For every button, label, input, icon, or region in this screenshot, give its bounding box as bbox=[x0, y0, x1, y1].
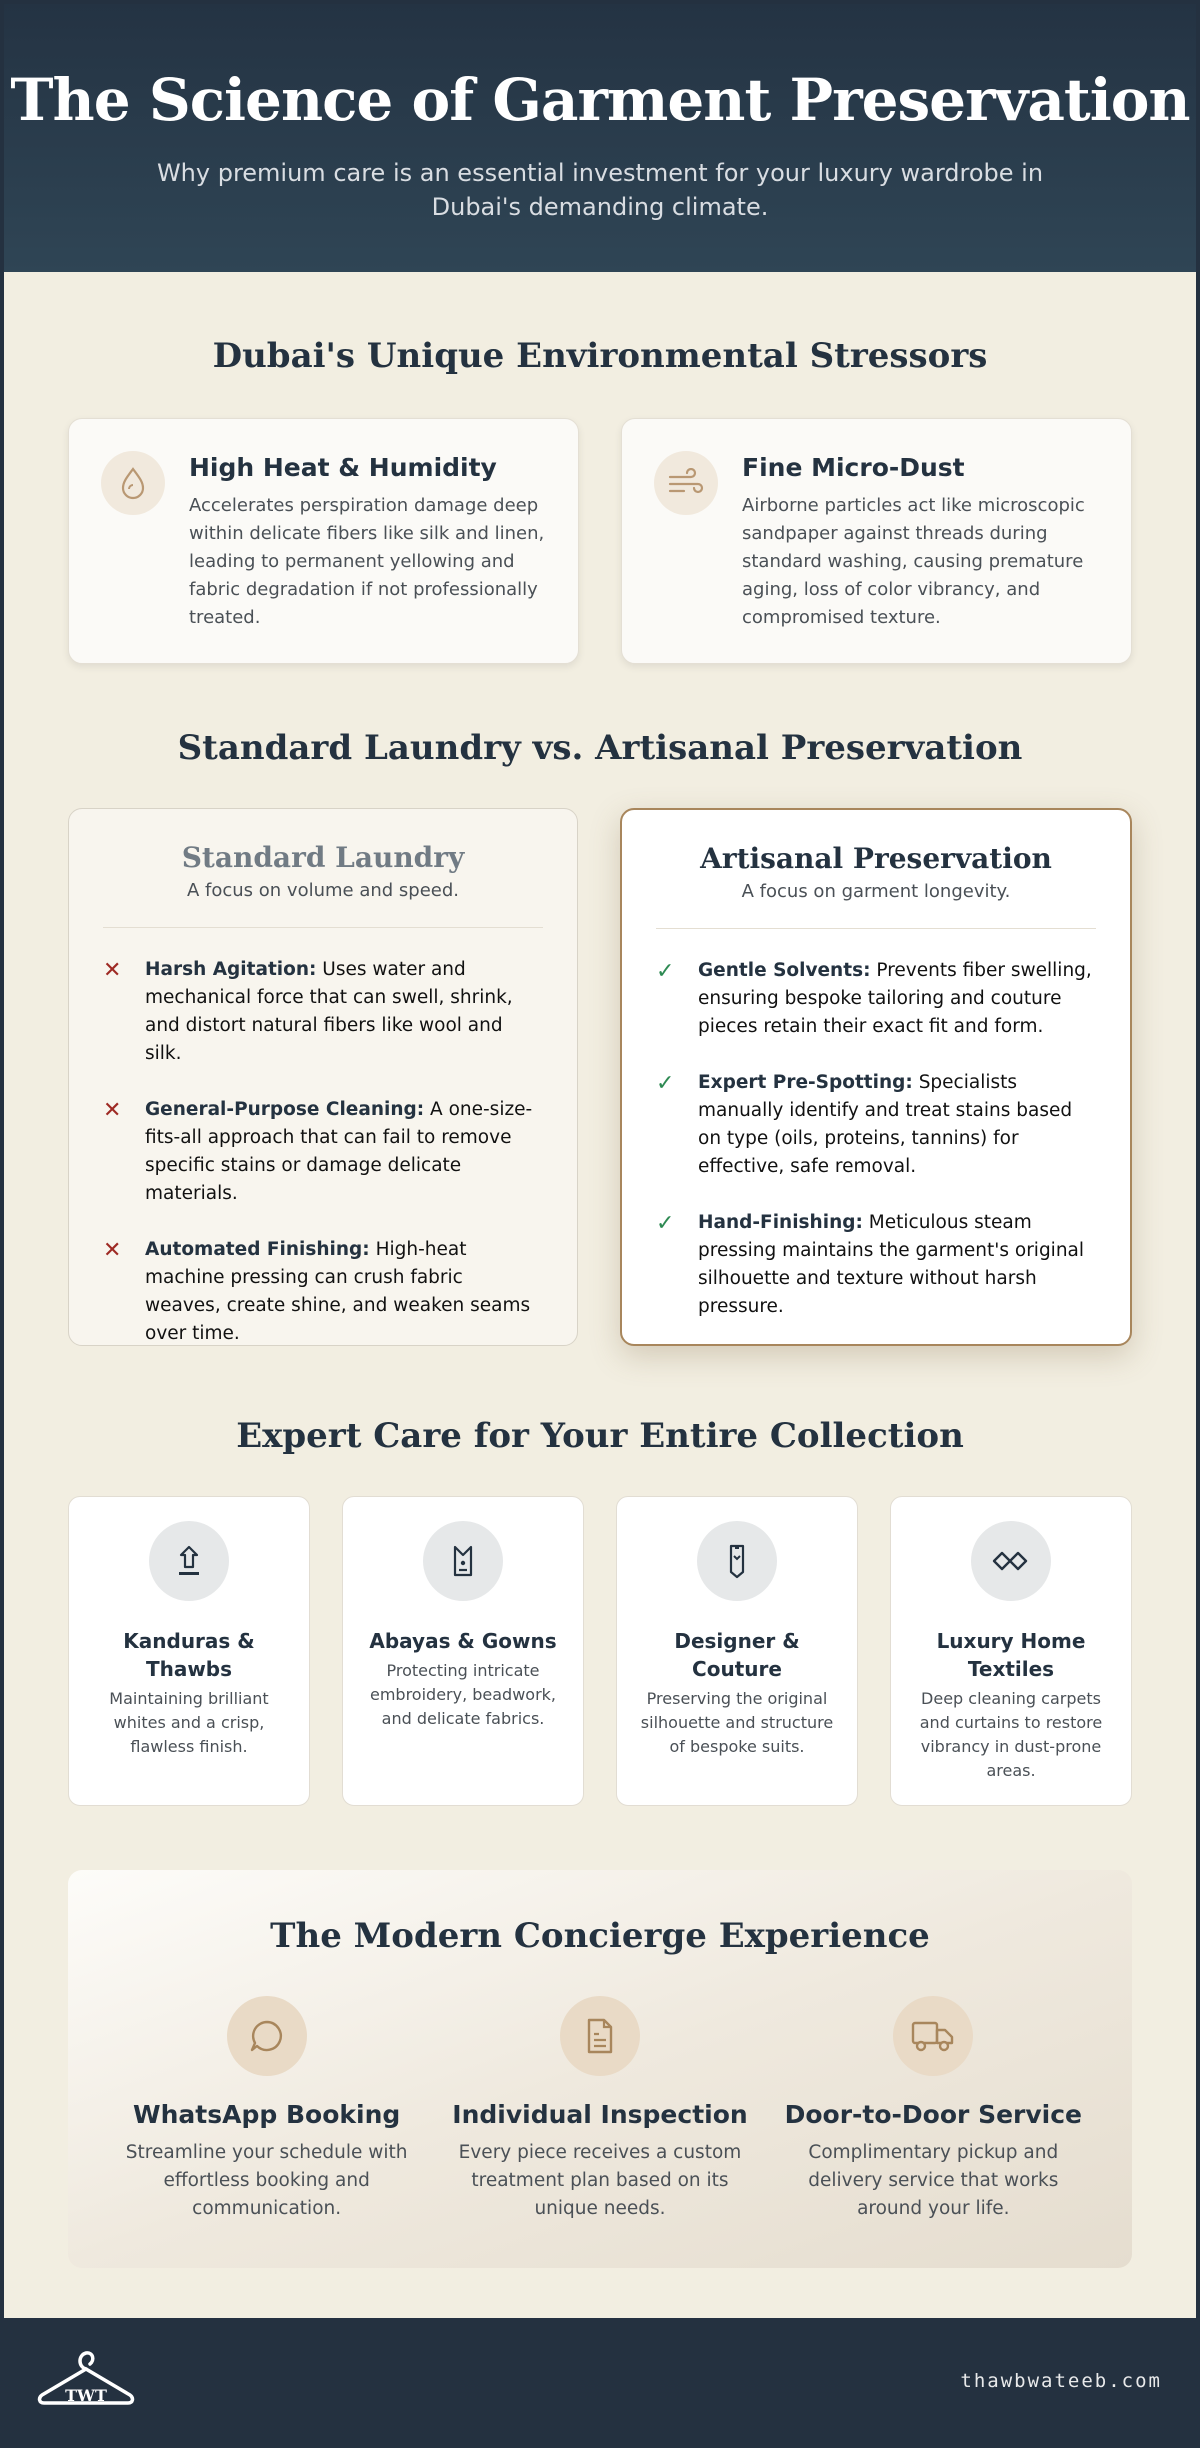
stressor-card-heat bbox=[68, 418, 579, 664]
collection-card-kanduras bbox=[68, 1496, 310, 1806]
textile-icon bbox=[971, 1521, 1051, 1601]
website-url[interactable]: thawbwateeb.com bbox=[960, 2370, 1162, 2392]
concierge-item-whatsapp bbox=[100, 1996, 433, 2223]
cross-icon: ✕ bbox=[103, 958, 122, 983]
item-label: Gentle Solvents: bbox=[698, 960, 871, 981]
standard-item bbox=[103, 1096, 543, 1208]
hero-header bbox=[4, 4, 1196, 272]
artisanal-subtitle: A focus on garment longevity. bbox=[741, 881, 1011, 902]
collection-card-abayas bbox=[342, 1496, 584, 1806]
concierge-title: The Modern Concierge Experience bbox=[270, 1916, 930, 1956]
concierge-item-title: WhatsApp Booking bbox=[133, 2100, 401, 2129]
concierge-item-title: Individual Inspection bbox=[452, 2100, 748, 2129]
check-icon: ✓ bbox=[656, 959, 675, 984]
standard-subtitle: A focus on volume and speed. bbox=[186, 880, 460, 901]
item-label: Automated Finishing: bbox=[145, 1239, 370, 1260]
brand-logo[interactable] bbox=[34, 2347, 138, 2415]
collection-card-text: Preserving the original silhouette and structure of bespoke suits. bbox=[640, 1689, 834, 1756]
collection-card-title: Designer & Couture bbox=[674, 1629, 800, 1681]
item-text: Specialists manually identify and treat stains based on type (oils, proteins, tannins) for effective, safe removal. bbox=[698, 1072, 1073, 1177]
collection-title: Expert Care for Your Entire Collection bbox=[236, 1416, 964, 1456]
kandura-icon bbox=[149, 1521, 229, 1601]
artisanal-item bbox=[656, 957, 1096, 1041]
standard-item bbox=[103, 956, 543, 1068]
stressor-text: Accelerates perspiration damage deep within delicate fibers like silk and linen, leading to permanent yellowing and fabric degradation if not professionally treated. bbox=[189, 495, 545, 628]
page-title: The Science of Garment Preservation bbox=[10, 66, 1190, 134]
standard-item bbox=[103, 1236, 543, 1348]
comparison-title: Standard Laundry vs. Artisanal Preservation bbox=[177, 728, 1023, 768]
collection-card-couture bbox=[616, 1496, 858, 1806]
stressor-title: High Heat & Humidity bbox=[189, 453, 497, 482]
divider bbox=[103, 927, 543, 928]
collection-card-title: Kanduras & Thawbs bbox=[123, 1629, 255, 1681]
collection-card-text: Deep cleaning carpets and curtains to restore vibrancy in dust-prone areas. bbox=[919, 1689, 1103, 1780]
truck-icon bbox=[893, 1996, 973, 2076]
standard-title: Standard Laundry bbox=[181, 841, 465, 874]
item-label: General-Purpose Cleaning: bbox=[145, 1099, 425, 1120]
comparison-row bbox=[4, 808, 1196, 1346]
concierge-row bbox=[68, 1996, 1132, 2223]
wind-icon bbox=[654, 451, 718, 515]
check-icon: ✓ bbox=[656, 1211, 675, 1236]
stressor-text: Airborne particles act like microscopic sandpaper against threads during standard washing, causing premature aging, loss of color vibrancy, and compromised texture. bbox=[742, 495, 1085, 628]
stressor-title: Fine Micro-Dust bbox=[742, 453, 965, 482]
abaya-icon bbox=[423, 1521, 503, 1601]
concierge-item-title: Door-to-Door Service bbox=[784, 2100, 1083, 2129]
droplet-icon bbox=[101, 451, 165, 515]
artisanal-preservation-card bbox=[620, 808, 1132, 1346]
chat-bubble-icon bbox=[227, 1996, 307, 2076]
concierge-item-inspection bbox=[433, 1996, 766, 2223]
collection-card-textiles bbox=[890, 1496, 1132, 1806]
collection-card-text: Protecting intricate embroidery, beadwork, and delicate fabrics. bbox=[369, 1661, 557, 1728]
page-subtitle: Why premium care is an essential investment for your luxury wardrobe in Dubai's demanding climate. bbox=[156, 159, 1044, 221]
artisanal-item bbox=[656, 1069, 1096, 1181]
artisanal-title: Artisanal Preservation bbox=[700, 842, 1052, 875]
concierge-panel bbox=[68, 1870, 1132, 2268]
item-label: Expert Pre-Spotting: bbox=[698, 1072, 913, 1093]
artisanal-item bbox=[656, 1209, 1096, 1321]
document-icon bbox=[560, 1996, 640, 2076]
logo-text: TWT bbox=[65, 2386, 107, 2405]
concierge-item-text: Complimentary pickup and delivery service that works around your life. bbox=[808, 2142, 1059, 2219]
suit-icon bbox=[697, 1521, 777, 1601]
stressor-card-dust bbox=[621, 418, 1132, 664]
collection-card-text: Maintaining brilliant whites and a crisp, flawless finish. bbox=[109, 1689, 269, 1756]
concierge-item-text: Every piece receives a custom treatment plan based on its unique needs. bbox=[458, 2142, 742, 2219]
item-text: Uses water and mechanical force that can swell, shrink, and distort natural fibers like wool and silk. bbox=[145, 959, 513, 1064]
check-icon: ✓ bbox=[656, 1071, 675, 1096]
standard-laundry-card bbox=[68, 808, 578, 1346]
divider bbox=[656, 928, 1096, 929]
stressors-title: Dubai's Unique Environmental Stressors bbox=[212, 336, 988, 376]
cross-icon: ✕ bbox=[103, 1098, 122, 1123]
concierge-item-delivery bbox=[767, 1996, 1100, 2223]
footer bbox=[4, 2318, 1196, 2444]
item-text: Meticulous steam pressing maintains the garment's original silhouette and texture without harsh pressure. bbox=[698, 1212, 1085, 1317]
item-label: Hand-Finishing: bbox=[698, 1212, 863, 1233]
collection-card-title: Abayas & Gowns bbox=[369, 1629, 557, 1653]
item-label: Harsh Agitation: bbox=[145, 959, 317, 980]
collection-card-title: Luxury Home Textiles bbox=[936, 1629, 1086, 1681]
item-text: Prevents fiber swelling, ensuring bespoke tailoring and couture pieces retain their exact fit and form. bbox=[698, 960, 1092, 1037]
cross-icon: ✕ bbox=[103, 1238, 122, 1263]
item-text: High-heat machine pressing can crush fabric weaves, create shine, and weaken seams over time. bbox=[145, 1239, 531, 1344]
collection-row bbox=[4, 1496, 1196, 1806]
concierge-item-text: Streamline your schedule with effortless booking and communication. bbox=[125, 2142, 408, 2219]
stressors-row bbox=[4, 418, 1196, 664]
item-text: A one-size-fits-all approach that can fail to remove specific stains or damage delicate materials. bbox=[145, 1099, 533, 1204]
